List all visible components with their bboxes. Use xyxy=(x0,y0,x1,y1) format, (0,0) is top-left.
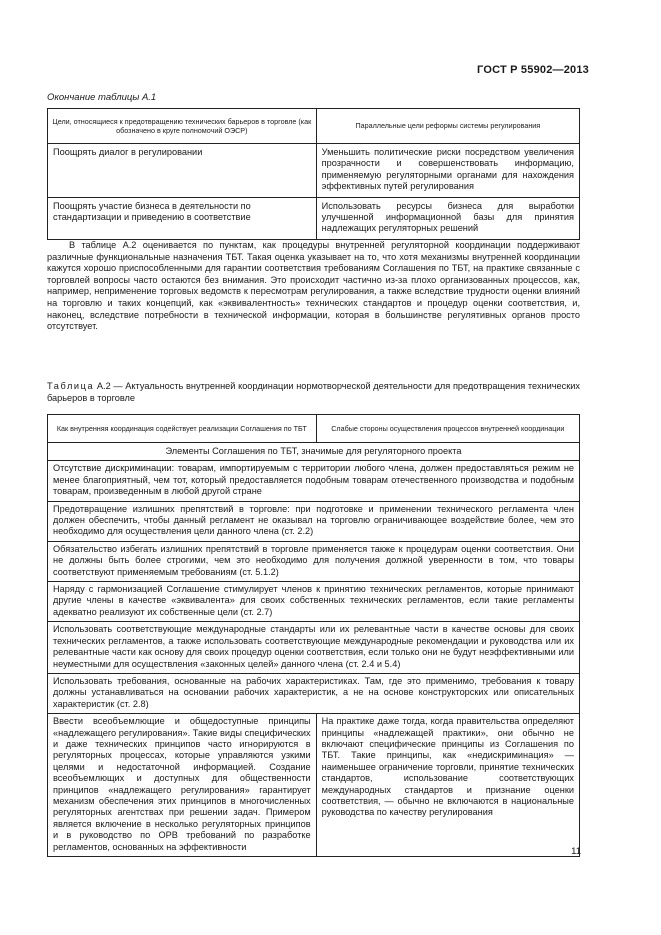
table-a2-header-row xyxy=(48,415,580,443)
table-a2-caption-text: А.2 — Актуальность внутренней координации нормотворческой деятельности для предотвращения технических барьеров в торговле xyxy=(47,381,580,403)
table-row xyxy=(48,461,580,501)
table-a2-header-right: Слабые стороны осуществления процессов внутренней координации xyxy=(316,415,579,443)
table-a1-cell-right: Использовать ресурсы бизнеса для выработки улучшенной информационной базы для принятия надлежащих регуляторных решений xyxy=(316,197,579,239)
table-row xyxy=(48,197,580,239)
standard-code: ГОСТ Р 55902—2013 xyxy=(477,64,589,76)
table-a1-cell-left: Поощрять диалог в регулировании xyxy=(48,144,317,198)
table-a2-caption-label: Таблица xyxy=(47,381,95,391)
table-row xyxy=(48,673,580,713)
table-a2-split-left: Ввести всеобъемлющие и общедоступные принципы «надлежащего регулирования». Такие виды специфических и даже технических принципов часто игнорируются в регуляторных процессах, которые управляются узкими целями и недостаточной информацией. Создание всеобъемлющих и доступных для общественности принципов «надлежащего регулирования» гарантирует механизм обеспечения этих принципов в многочисленных регуляторных агентствах при решении задач. Примером является включение в несколько регуляторных принципов и в руководство по ОРВ требований по разработке регламентов, основанных на эффективности xyxy=(48,714,317,857)
table-a2-section-title: Элементы Соглашения по ТБТ, значимые для регуляторного проекта xyxy=(48,443,580,461)
table-row xyxy=(48,714,580,857)
table-a1-cell-right: Уменьшить политические риски посредством увеличения прозрачности и совершенствовать информацию, применяемую регуляторными органами для нахождения эффективных путей регулирования xyxy=(316,144,579,198)
table-row xyxy=(48,501,580,541)
table-a2-caption xyxy=(47,381,580,404)
table-a2-full-cell: Предотвращение излишних препятствий в торговле: при подготовке и применении технического регламента член должен обеспечить, чтобы данный регламент не оказывал на торговлю ограничивающее воздействие более, чем это необходимо для осуществления цели данного члена (ст. 2.2) xyxy=(48,501,580,541)
table-a2-full-cell: Отсутствие дискриминации: товарам, импортируемым с территории любого члена, должен предоставляться режим не менее благоприятный, чем тот, который предоставляется подобным товарам отечественного производства и подобным товарам, произведенным в любой другой стране xyxy=(48,461,580,501)
table-a2-full-cell: Использовать требования, основанные на рабочих характеристиках. Там, где это применимо, требования к товару должны устанавливаться на основании рабочих характеристик, а не на основе конструкторских или описательных характеристик (ст. 2.8) xyxy=(48,673,580,713)
page-number: 11 xyxy=(571,846,581,857)
table-row xyxy=(48,144,580,198)
body-paragraph: В таблице А.2 оценивается по пунктам, как процедуры внутренней регуляторной координации поддерживают различные функциональные назначения ТБТ. Такая оценка указывает на то, что хотя механизмы внутренней координации кажутся хорошо приспособленными для гарантии соответствия требованиям Соглашения по ТБТ, на практике связанные с торговлей вопросы часто остаются без внимания. Это происходит частично из-за плохо организованных процессов, как, например, неприменение торговых ведомств к пересмотрам регулирования, а также вследствие трудности оценки влияний на торговлю и таких концепций, как «эквивалентность» технических стандартов и процедур оценки соответствия, и, наконец, вследствие потребности в технической информации, которая в большинстве регулятивных органов просто отсутствует. xyxy=(47,240,580,332)
table-a1-header-left: Цели, относящиеся к предотвращению технических барьеров в торговле (как обозначено в круге полномочий ОЭСР) xyxy=(48,109,317,144)
table-a2 xyxy=(47,414,580,857)
table-a2-full-cell: Обязательство избегать излишних препятствий в торговле применяется также к процедурам оценки соответствия. Они не должны быть более строгими, чем это необходимо для получения должной уверенности в том, что товары соответствуют применяемым требованиям (ст. 5.1.2) xyxy=(48,541,580,581)
table-a1-caption: Окончание таблицы А.1 xyxy=(47,92,157,103)
table-row xyxy=(48,582,580,622)
table-a2-split-right: На практике даже тогда, когда правительства определяют принципы «надлежащей практики», они обычно не включают специфические принципы из Соглашения по ТБТ. Такие принципы, как «недискриминация» — наименьшее ограничение торговли, принятие технических стандартов, использование соответствующих международных стандартов и признание оценки соответствия, — обычно не включаются в национальные руководства по качеству регулирования xyxy=(316,714,579,857)
table-row xyxy=(48,622,580,674)
table-a2-header-left: Как внутренняя координация содействует реализации Соглашения по ТБТ xyxy=(48,415,317,443)
table-a2-section-row xyxy=(48,443,580,461)
table-a1 xyxy=(47,108,580,240)
table-a1-header-row xyxy=(48,109,580,144)
table-row xyxy=(48,541,580,581)
table-a2-full-cell: Использовать соответствующие международные стандарты или их релевантные части в качестве основы для своих технических регламентов, а также использовать соответствующие международные рекомендации и руководства или их релевантные части как основу для своих процедур оценки соответствия, если только они не будут неэффективными или неуместными для осуществления «законных целей» данного члена (ст. 2.4 и 5.4) xyxy=(48,622,580,674)
table-a1-header-right: Параллельные цели реформы системы регулирования xyxy=(316,109,579,144)
table-a2-full-cell: Наряду с гармонизацией Соглашение стимулирует членов к принятию технических регламентов, которые принимают другие члены в качестве «эквивалента» для своих собственных технических регламентов, если такие регламенты адекватно реализуют их собственные цели (ст. 2.7) xyxy=(48,582,580,622)
table-a1-cell-left: Поощрять участие бизнеса в деятельности по стандартизации и приведению в соответствие xyxy=(48,197,317,239)
